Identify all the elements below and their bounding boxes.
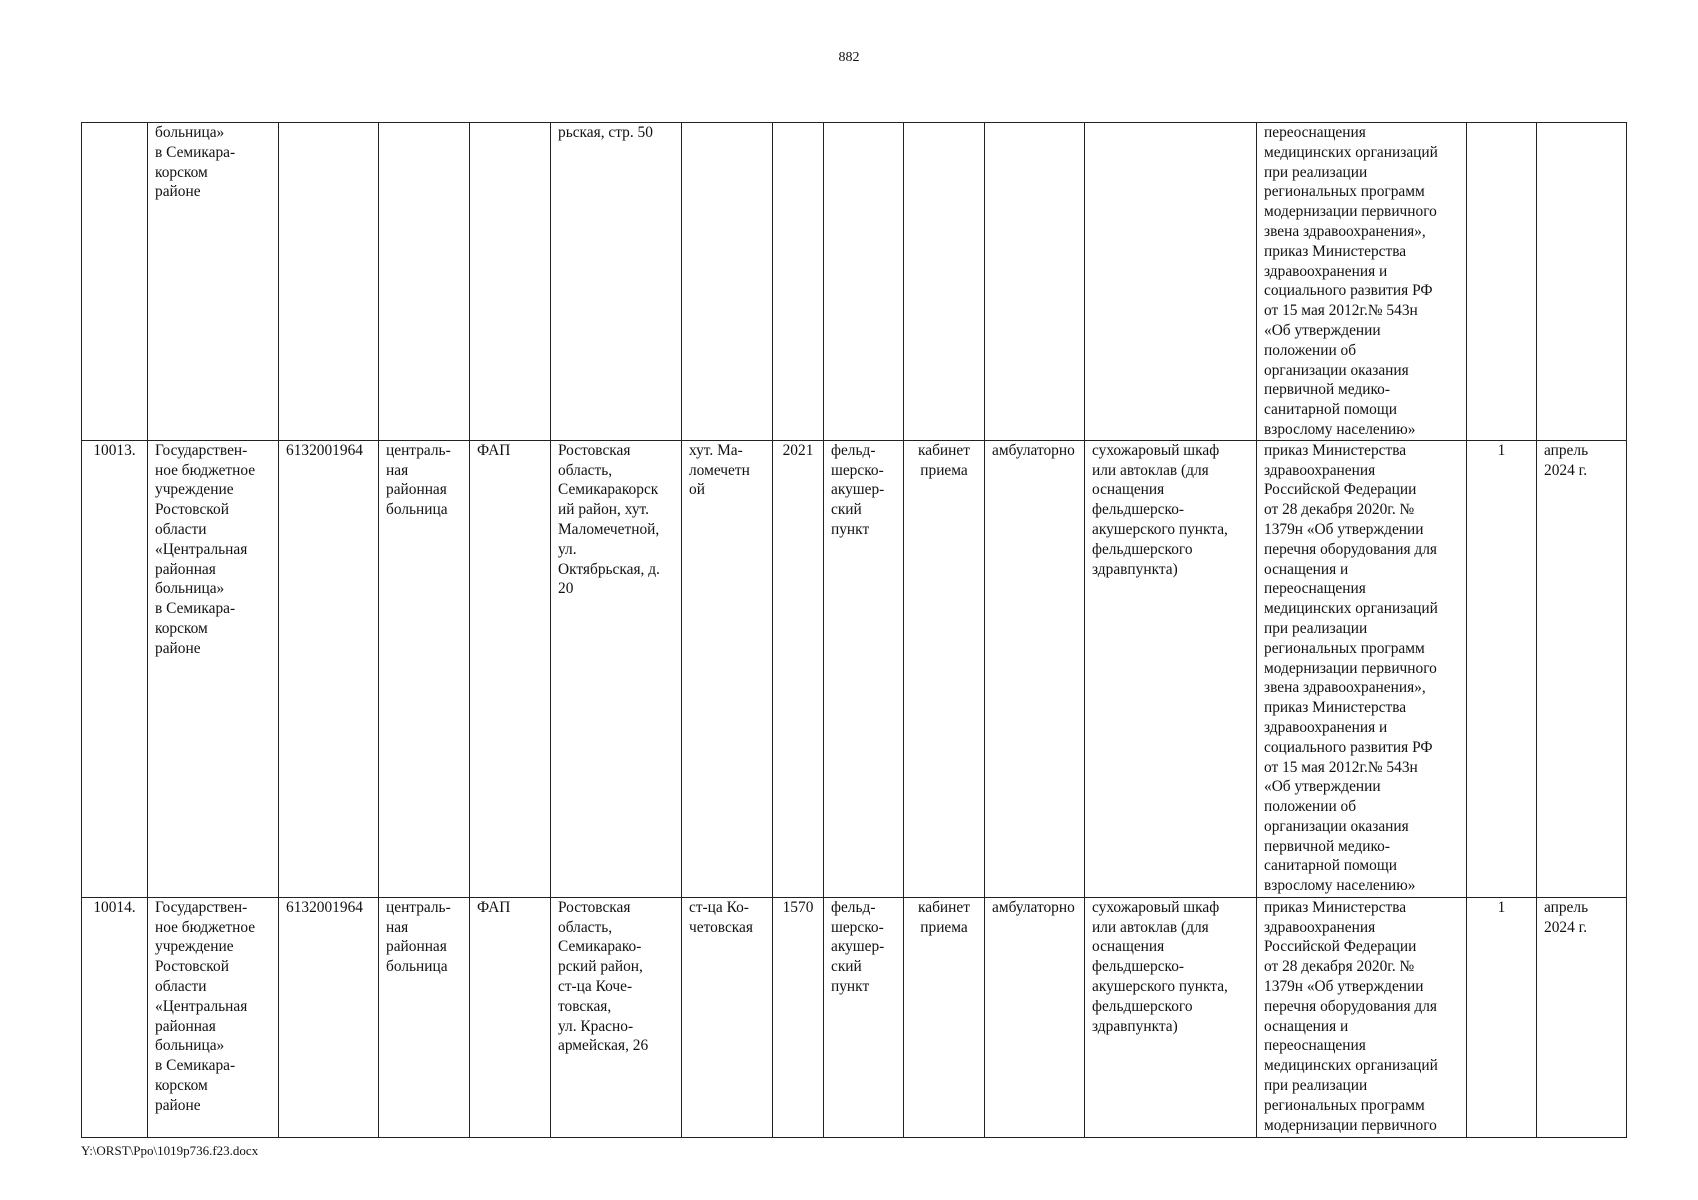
cell-equipment xyxy=(1085,123,1257,441)
cell-facility: фельд- шерско- акушер- ский пункт xyxy=(824,440,904,897)
cell-date: апрель 2024 г. xyxy=(1537,897,1627,1137)
cell-mode: амбулаторно xyxy=(985,897,1085,1137)
cell-facility: фельд- шерско- акушер- ский пункт xyxy=(824,897,904,1137)
cell-room xyxy=(904,123,985,441)
cell-settlement: ст-ца Ко- четовская xyxy=(682,897,773,1137)
cell-date: апрель 2024 г. xyxy=(1537,440,1627,897)
cell-address: Ростовская область, Семикаракорск ий район, хут. Маломечетной, ул. Октябрьская, д. 20 xyxy=(551,440,682,897)
cell-unit xyxy=(470,123,551,441)
cell-address: рьская, стр. 50 xyxy=(551,123,682,441)
cell-number xyxy=(82,123,148,441)
page-number: 882 xyxy=(838,50,860,65)
cell-facility xyxy=(824,123,904,441)
cell-organization: Государствен- ное бюджетное учреждение Ростовской области «Центральная районная больница» в Семикара- корском районе xyxy=(148,897,279,1137)
equipment-table xyxy=(81,122,1627,1138)
cell-date xyxy=(1537,123,1627,441)
cell-room: кабинет приема xyxy=(904,897,985,1137)
cell-unit: ФАП xyxy=(470,897,551,1137)
cell-settlement xyxy=(682,123,773,441)
cell-org-type: централь- ная районная больница xyxy=(379,440,470,897)
cell-number: 10013. xyxy=(82,440,148,897)
cell-mode: амбулаторно xyxy=(985,440,1085,897)
table-row xyxy=(82,897,1627,1137)
cell-organization: Государствен- ное бюджетное учреждение Ростовской области «Центральная районная больница» в Семикара- корском районе xyxy=(148,440,279,897)
cell-unit: ФАП xyxy=(470,440,551,897)
cell-organization: больница» в Семикара- корском районе xyxy=(148,123,279,441)
cell-equipment: сухожаровый шкаф или автоклав (для оснащения фельдшерско- акушерского пункта, фельдшерского здравпункта) xyxy=(1085,897,1257,1137)
cell-org-type: централь- ная районная больница xyxy=(379,897,470,1137)
cell-population: 2021 xyxy=(773,440,824,897)
cell-basis: приказ Министерства здравоохранения Российской Федерации от 28 декабря 2020г. № 1379н «Об утверждении перечня оборудования для оснащения и переоснащения медицинских организаций при реализации региональных программ модернизации первичного звена здравоохранения», приказ Министерства здравоохранения и социального развития РФ от 15 мая 2012г.№ 543н «Об утверждении положении об организации оказания первичной медико- санитарной помощи взрослому населению» xyxy=(1257,440,1467,897)
cell-address: Ростовская область, Семикарако- рский район, ст-ца Коче- товская, ул. Красно- армейская, 26 xyxy=(551,897,682,1137)
table-row xyxy=(82,123,1627,441)
cell-mode xyxy=(985,123,1085,441)
cell-quantity: 1 xyxy=(1467,440,1537,897)
cell-settlement: хут. Ма- ломечетн ой xyxy=(682,440,773,897)
cell-quantity xyxy=(1467,123,1537,441)
cell-org-type xyxy=(379,123,470,441)
cell-number: 10014. xyxy=(82,897,148,1137)
cell-basis: переоснащения медицинских организаций при реализации региональных программ модернизации первичного звена здравоохранения», приказ Министерства здравоохранения и социального развития РФ от 15 мая 2012г.№ 543н «Об утверждении положении об организации оказания первичной медико- санитарной помощи взрослому населению» xyxy=(1257,123,1467,441)
cell-inn: 6132001964 xyxy=(279,440,379,897)
cell-room: кабинет приема xyxy=(904,440,985,897)
table-row xyxy=(82,440,1627,897)
cell-quantity: 1 xyxy=(1467,897,1537,1137)
cell-population: 1570 xyxy=(773,897,824,1137)
cell-inn: 6132001964 xyxy=(279,897,379,1137)
cell-population xyxy=(773,123,824,441)
footer-file-path: Y:\ORST\Ppo\1019p736.f23.docx xyxy=(81,1143,259,1158)
cell-basis: приказ Министерства здравоохранения Российской Федерации от 28 декабря 2020г. № 1379н «Об утверждении перечня оборудования для оснащения и переоснащения медицинских организаций при реализации региональных программ модернизации первичного xyxy=(1257,897,1467,1137)
cell-equipment: сухожаровый шкаф или автоклав (для оснащения фельдшерско- акушерского пункта, фельдшерского здравпункта) xyxy=(1085,440,1257,897)
cell-inn xyxy=(279,123,379,441)
